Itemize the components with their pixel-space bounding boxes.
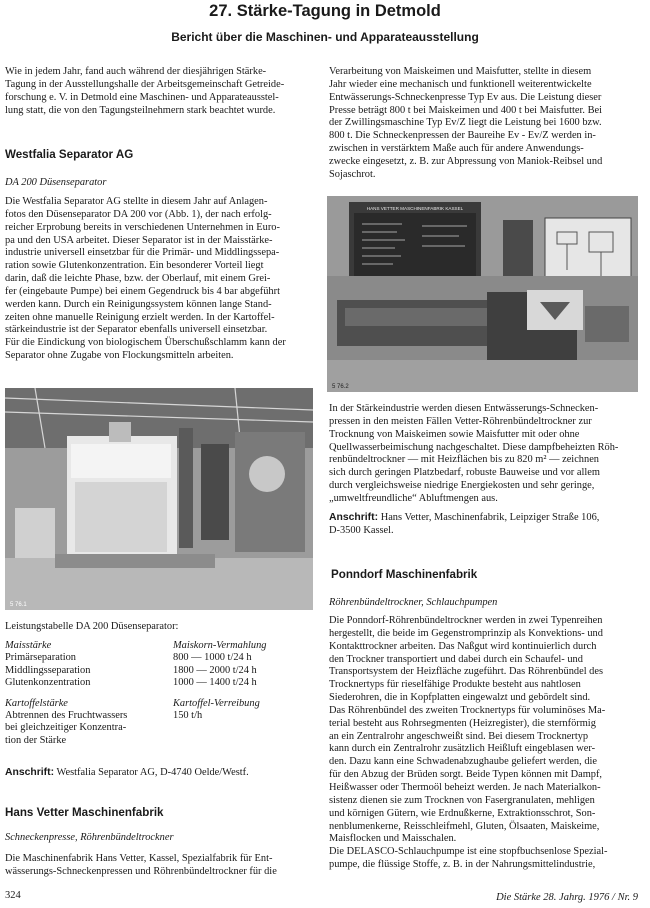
westfalia-heading: Westfalia Separator AG <box>5 148 134 161</box>
text-line: fer (eingebaute Pumpe) bei einem Gegendruck bis 4 bar abgeführt <box>5 285 280 297</box>
text-line: darin, daß die leichte Phase, bzw. der Oberlauf, mit einem Grei- <box>5 273 271 285</box>
table-cell-label: Glutenkonzentration <box>5 677 91 689</box>
text-line: hergestellt, die beide im Gegenstromprinzip als Konvektions- und <box>329 627 603 639</box>
address-label: Anschrift: <box>329 512 379 523</box>
text-line: D-3500 Kassel. <box>329 524 394 536</box>
table-col-head-vermahlung: Maiskorn-Vermahlung <box>173 640 267 651</box>
text-line: In der Stärkeindustrie werden diesen Entwässerungs-Schnecken- <box>329 403 599 414</box>
text-line: Transportsystem der Heizfläche zugeführt. Das Röhrenbündel des <box>329 666 604 678</box>
vetter-product: Schneckenpresse, Röhrenbündeltrockner <box>5 832 174 843</box>
text-line: der Zwillingsmaschine Typ Ev/Z liegt die Leistung bei 1600 bzw. <box>329 117 602 129</box>
vetter-paragraph <box>5 853 311 879</box>
text-line: Abtrennen des Fruchtwassers <box>5 710 128 722</box>
table-cell-value: 150 t/h <box>173 710 203 722</box>
address-label: Anschrift: <box>5 767 55 778</box>
text-line: pa und den USA arbeitet. Dieser Separator ist in der Maisstärke- <box>5 234 273 246</box>
table-cell-value: 1000 — 1400 t/24 h <box>173 677 257 689</box>
text-line: Quellwasserbeimischung nachgeschaltet. Diese dampfbeheizten Röh- <box>329 441 619 453</box>
ponndorf-heading: Ponndorf Maschinenfabrik <box>331 568 478 581</box>
text-line: nenblumenkerne, Reisschleifmehl, Gluten, Ölsaaten, Maiskeime, <box>329 820 600 832</box>
text-line: Die Maschinenfabrik Hans Vetter, Kassel, Spezialfabrik für Ent- <box>5 853 273 864</box>
vetter-paragraph-continued <box>329 66 640 182</box>
address-text: Westfalia Separator AG, D-4740 Oelde/Westf. <box>56 767 249 778</box>
text-line: industrie universell einsetzbar für die Primär- und Middlingssepa- <box>5 247 280 259</box>
westfalia-separator-photo <box>5 388 313 610</box>
ponndorf-paragraph <box>329 615 640 872</box>
vetter-heading: Hans Vetter Maschinenfabrik <box>5 806 164 819</box>
intro-paragraph <box>5 66 311 117</box>
text-line <box>329 512 640 525</box>
text-line: Trocknung von Maiskeimen sowie Maisfutter mit oder ohne <box>329 428 580 440</box>
westfalia-address <box>5 767 315 780</box>
text-line: sistenz dienen sie zum Trocknen von Fasergranulaten, mehligen <box>329 794 595 806</box>
text-line: zeiten ohne manuelle Reinigung erzielt werden. In der Kartoffel- <box>5 311 275 323</box>
table-row <box>5 652 267 664</box>
text-line: Maisflocken und Maisschalen. <box>329 833 457 845</box>
text-line: fotos den Düsenseparator DA 200 vor (Abb. 1), der nach erfolg- <box>5 208 272 220</box>
table-header-row <box>5 640 267 652</box>
vetter-photo-illustration <box>327 196 638 392</box>
vetter-banner-text: HANS VETTER MASCHINENFABRIK KASSEL <box>366 206 464 211</box>
vetter-paragraph-after-photo <box>329 403 640 506</box>
text-line: pumpe, die flüssige Stoffe, z. B. in der Nahrungsmittelindustrie, <box>329 859 596 871</box>
table-col-head-kartoffelstaerke: Kartoffelstärke <box>5 697 68 709</box>
table-header-row <box>5 698 267 710</box>
table-spacer-row <box>5 690 267 698</box>
text-line: durch vergleichsweise niedrige Energiekosten und sehr geringe, <box>329 480 595 492</box>
text-line: wässerungs-Schneckenpressen und Röhrenbündeltrockner für die <box>5 865 277 877</box>
text-line: Wie in jedem Jahr, fand auch während der diesjährigen Stärke- <box>5 66 267 77</box>
text-line: kann durch ein Zentralrohr zusätzlich Heißluft eingeblasen wer- <box>329 743 596 755</box>
text-line: sich durch geringen Platzbedarf, robuste Bauweise und vor allem <box>329 467 600 479</box>
text-line: stärkeindustrie ist der Separator ebenfalls universell einsetzbar. <box>5 324 268 336</box>
text-line: Trocknertyps für rieselfähige Produkte besteht aus nahtlosen <box>329 679 581 691</box>
performance-table-title: Leistungstabelle DA 200 Düsenseparator: <box>5 621 179 632</box>
address-text: Hans Vetter, Maschinenfabrik, Leipziger Straße 106, <box>380 512 600 523</box>
text-line: reicher Erprobung bereits in verschiedenen Unternehmen in Euro- <box>5 221 280 233</box>
text-line: 800 t. Die Schneckenpressen der Baureihe Ev - Ev/Z werden in- <box>329 130 596 142</box>
text-line: Separator ohne Zugabe von Flockungsmitteln arbeiten. <box>5 350 234 362</box>
table-col-head-verreibung: Kartoffel-Verreibung <box>173 697 260 709</box>
table-cell-label <box>5 710 173 747</box>
text-line: den Trockner transportiert und dabei durch ein Schaufel- und <box>329 653 583 665</box>
table-cell-value: 1800 — 2000 t/24 h <box>173 664 257 676</box>
text-line: den. Dazu kann eine Schwadenabzughaube geliefert werden, die <box>329 756 598 768</box>
vetter-machine-photo <box>327 196 638 392</box>
table-col-head-maisstaerke: Maisstärke <box>5 640 52 651</box>
text-line: Verarbeitung von Maiskeimen und Maisfutter, stellte in diesem <box>329 66 592 77</box>
text-line: Heißwasser oder Thermoöl beheizt werden. Je nach Materialkon- <box>329 781 601 793</box>
text-line: Für die Eindickung von biologischem Überschußschlamm kann der <box>5 337 286 349</box>
text-line: an ein Zentralrohr angeschweißt sind. Bei diesem Trocknertyp <box>329 730 589 742</box>
text-line: „umweltfreundliche“ Abluftmengen aus. <box>329 492 498 504</box>
text-line: bei gleichzeitiger Konzentra- <box>5 722 127 734</box>
text-line: tion der Stärke <box>5 734 67 746</box>
text-line: Presse beträgt 800 t bei Maiskeimen und 400 t bei Maisfutter. Bei <box>329 104 602 116</box>
text-line: Kontakttrockner arbeiten. Das Naßgut wird kontinuierlich durch <box>329 640 597 652</box>
text-line: zwischen in verstärktem Maße auch für andere Anwendungs- <box>329 143 584 155</box>
page-number: 324 <box>5 890 21 901</box>
performance-table <box>5 640 267 747</box>
journal-reference: Die Stärke 28. Jahrg. 1976 / Nr. 9 <box>496 892 638 903</box>
article-subtitle: Bericht über die Maschinen- und Apparateausstellung <box>171 30 479 44</box>
text-line: Tagung in der Ausstellungshalle der Arbeitsgemeinschaft Getreide- <box>5 78 285 90</box>
westfalia-paragraph <box>5 196 311 363</box>
text-line: Die DELASCO-Schlauchpumpe ist eine stopfbuchsenlose Spezial- <box>329 846 608 858</box>
text-line: Entwässerungs-Schneckenpresse Typ Ev aus. Die Leistung dieser <box>329 91 602 103</box>
westfalia-product: DA 200 Düsenseparator <box>5 177 107 188</box>
westfalia-photo-code: 5 76.1 <box>10 602 27 608</box>
text-line: Die Westfalia Separator AG stellte in diesem Jahr auf Anlagen- <box>5 196 268 207</box>
ponndorf-product: Röhrenbündeltrockner, Schlauchpumpen <box>329 597 498 608</box>
text-line: werden kann. Durch ein Reinigungssystem können lange Stand- <box>5 298 272 310</box>
table-cell-label: Primärseparation <box>5 652 76 664</box>
text-line: Siederohren, die in Kopfplatten eingewalzt und gebördelt sind. <box>329 692 591 704</box>
text-line: forschung e. V. in Detmold eine Maschinen- und Apparateausstel- <box>5 91 279 103</box>
text-line: Das Röhrenbündel des zweiten Trocknertyps für voluminöses Ma- <box>329 704 606 716</box>
text-line: lung statt, die von den Tagungsteilnehmern stark beachtet wurde. <box>5 104 276 116</box>
article-title: 27. Stärke-Tagung in Detmold <box>209 2 441 20</box>
vetter-photo-code: 5 76.2 <box>332 384 349 390</box>
text-line: für den Abzug der Brüden sorgt. Beide Typen können mit Dampf, <box>329 769 603 781</box>
text-line: zwecke eingesetzt, z. B. zur Abpressung von Maniok-Reibsel und <box>329 155 603 167</box>
vetter-address <box>329 512 640 538</box>
table-row <box>5 677 267 689</box>
table-cell-label: Middlingsseparation <box>5 664 91 676</box>
westfalia-photo-illustration <box>5 388 313 610</box>
text-line: und körnigen Gütern, wie Erdnußkerne, Extraktionsschrot, Son- <box>329 807 596 819</box>
text-line: Die Ponndorf-Röhrenbündeltrockner werden in zwei Typenreihen <box>329 615 603 626</box>
table-row <box>5 665 267 677</box>
text-line: terial besteht aus Rohrsegmenten (Heizregister), die sternförmig <box>329 717 596 729</box>
table-cell-value: 800 — 1000 t/24 h <box>173 652 252 664</box>
text-line: Sojaschrot. <box>329 168 376 180</box>
table-row <box>5 710 267 747</box>
text-line: ration sowie Glutenkonzentration. Ein besonderer Vorteil liegt <box>5 260 264 272</box>
text-line: Jahr wieder eine mechanisch und funktionell weiterentwickelte <box>329 78 592 90</box>
text-line: pressen in den meisten Fällen Vetter-Röhrenbündeltrockner zur <box>329 415 592 427</box>
text-line: renbündeltrockner — mit Heizflächen bis zu 820 m² — zeichnen <box>329 454 600 466</box>
